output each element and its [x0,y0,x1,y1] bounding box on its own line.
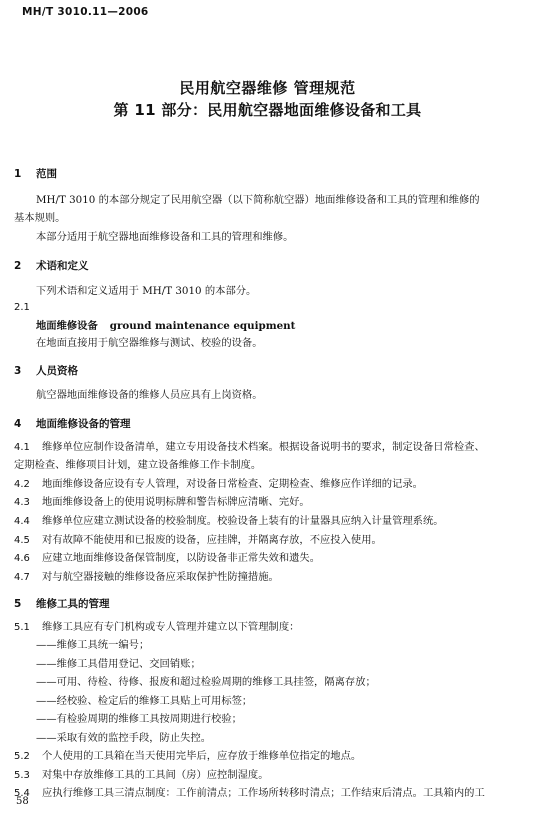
page-number: 58 [16,796,29,807]
clause-number: 4.2 [14,479,30,490]
clause-number: 4.6 [14,553,30,564]
clause-text: 地面维修设备应设有专人管理，对设备日常检查、定期检查、维修应作详细的记录。 [42,478,423,490]
section-4-heading [14,416,131,431]
term-chinese: 地面维修设备 [36,320,98,332]
clause-number: 5.2 [14,751,30,762]
clause-number: 4.3 [14,497,30,508]
paragraph: 下列术语和定义适用于 MH/T 3010 的本部分。 [36,285,257,297]
clause-number: 5.4 [14,788,30,799]
paragraph-continuation: 基本规则。 [14,212,66,224]
clause-text: 对与航空器接触的维修设备应采取保护性防撞措施。 [42,571,279,583]
clause-text: 应执行维修工具三清点制度：工作前清点；工作场所转移时清点；工作结束后清点。工具箱内的工 [42,787,485,799]
clause-text: 应建立地面维修设备保管制度，以防设备非正常失效和遗失。 [42,552,321,564]
clause [14,492,310,513]
list-item: ——维修工具统一编号； [36,639,150,651]
clause-number: 4.5 [14,535,30,546]
list-item: ——可用、待检、待修、报废和超过检验周期的维修工具挂签，隔离存放； [36,676,376,688]
clause [14,783,485,804]
clause-text: 维修工具应有专门机构或专人管理并建立以下管理制度： [42,621,300,633]
clause-text: 个人使用的工具箱在当天使用完毕后，应存放于维修单位指定的地点。 [42,750,362,762]
clause-text: 对集中存放维修工具的工具间（房）应控制湿度。 [42,769,269,781]
clause [14,511,444,532]
paragraph: MH/T 3010 的本部分规定了民用航空器（以下简称航空器）地面维修设备和工具的管理和维修的 [36,194,480,206]
section-title: 术语和定义 [36,260,89,272]
clause [14,567,279,588]
section-2-heading [14,258,89,273]
clause-text: 维修单位应建立测试设备的校验制度。校验设备上装有的计量器具应纳入计量管理系统。 [42,515,444,527]
list-item: ——维修工具借用登记、交回销账； [36,658,201,670]
paragraph: 航空器地面维修设备的维修人员应具有上岗资格。 [36,389,263,401]
term-definition: 在地面直接用于航空器维修与测试、校验的设备。 [36,337,263,349]
section-number: 3 [14,365,22,377]
document-title: 民用航空器维修 管理规范 [179,79,356,97]
section-title: 地面维修设备的管理 [36,418,131,430]
clause-text: 对有故障不能使用和已报废的设备，应挂牌，并隔离存放，不应投入使用。 [42,534,382,546]
clause-text: 地面维修设备上的使用说明标牌和警告标牌应清晰、完好。 [42,496,310,508]
paragraph: 本部分适用于航空器地面维修设备和工具的管理和维修。 [36,231,294,243]
section-number: 5 [14,598,22,610]
section-number: 2 [14,260,22,272]
clause [14,746,361,767]
term-english: ground maintenance equipment [109,320,296,332]
clause-continuation: 定期检查、维修项目计划，建立设备维修工作卡制度。 [14,459,262,471]
section-number: 4 [14,418,22,430]
clause-number: 2.1 [14,302,30,313]
list-item: ——采取有效的监控手段，防止失控。 [36,732,212,744]
clause-number: 4.7 [14,572,30,583]
list-item: ——经校验、检定后的维修工具贴上可用标签； [36,695,253,707]
section-number: 1 [14,168,22,180]
section-5-heading [14,596,110,611]
section-title: 维修工具的管理 [36,598,110,610]
clause-number: 4.4 [14,516,30,527]
section-3-heading [14,363,78,378]
clause-number: 5.3 [14,770,30,781]
document-subtitle: 第 11 部分：民用航空器地面维修设备和工具 [113,101,422,119]
section-1-heading [14,166,57,181]
section-title: 人员资格 [36,365,78,377]
list-item: ——有检验周期的维修工具按周期进行校验； [36,713,242,725]
clause [14,548,320,569]
clause-number: 4.1 [14,442,30,453]
clause-text: 维修单位应制作设备清单，建立专用设备技术档案。根据设备说明书的要求，制定设备日常检查、 [42,441,485,453]
clause-number: 5.1 [14,622,30,633]
section-title: 范围 [36,168,57,180]
standard-number: MH/T 3010.11—2006 [22,6,149,18]
